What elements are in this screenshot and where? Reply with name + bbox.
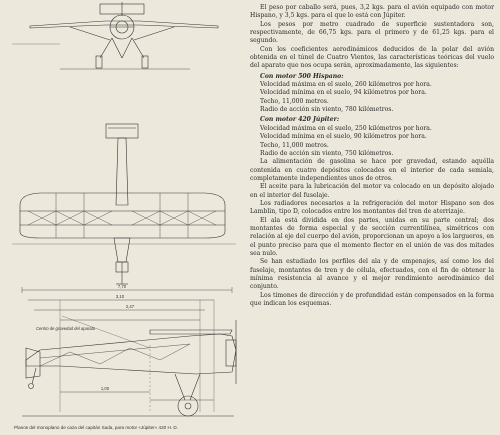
paragraph: Los pesos por metro cuadrado de superficie sustentadora son, respectivamente, de 66,75 kgs. para el primero y de 61,25 kgs. para el segundo. <box>250 20 494 45</box>
paragraph: Los timones de dirección y de profundidad están compensados en la forma que indican los esquemas. <box>250 291 494 308</box>
figure-caption: Planos del monoplano de caza del capitán Sada, para motor «Júpiter» 420 H. D. <box>14 425 178 430</box>
paragraph: La alimentación de gasolina se hace por gravedad, estando aquélla contenida en cuatro depósitos colocados en el interior de cada semiala, completamente independientes unos de otros. <box>250 158 494 182</box>
paragraph: Se han estudiado los perfiles del ala y de empenajes, así como los del fuselaje, montantes de tren y de célula, efectuados, con el fin de obtener la mínima resistencia al avance y el mejor rendimiento aerodinámico del conjunto. <box>250 258 494 291</box>
spec-line: Velocidad mínima en el suelo, 94 kilómetros por hora. <box>260 89 427 97</box>
cg-label: Centro de gravedad del aparato <box>36 326 96 331</box>
article-text <box>250 4 494 308</box>
spec-line: Velocidad máxima en el suelo, 260 kilómetros por hora. <box>260 81 432 89</box>
dim-label-c: 1,00 <box>100 386 110 391</box>
spec-line: Radio de acción sin viento, 750 kilómetros. <box>260 149 394 157</box>
front-view-drawing <box>12 2 218 69</box>
dim-label-b: 2,47 <box>125 304 135 309</box>
spec-line: Velocidad máxima en el suelo, 250 kilómetros por hora. <box>260 124 432 132</box>
spec-heading: Con motor 500 Hispano: <box>260 72 344 80</box>
paragraph: El ala está dividida en dos partes, unidas en su parte central; dos montantes de forma especial y de sección currentilínea, simétricos con relación al eje del cuerpo del avión, proporcionan un apoyo a los largueros, en el punto preciso para que el momento flector en el unión de vas dos mitades sea nulo. <box>250 216 494 257</box>
spec-heading: Con motor 420 Júpiter: <box>260 116 340 124</box>
paragraph: Con los coeficientes aerodinámicos deducidos de la polar del avión obtenida en el túnel de Cuatro Vientos, las características teóricas del vuelo del aparato que nos ocupa serán, aproximadamente, las siguientes: <box>250 45 494 70</box>
paragraph: El peso por caballo será, pues, 3,2 kgs. para el avión equipado con motor Hispano, y 3,5 kgs. para el que lo está con Júpiter. <box>250 4 494 20</box>
spec-line: Velocidad mínima en el suelo, 90 kilómetros por hora. <box>260 133 427 141</box>
top-view-drawing <box>12 124 236 284</box>
spec-line: Techo, 11,000 metros. <box>260 141 329 149</box>
dim-label-a: 3,10 <box>115 294 125 299</box>
paragraph: El aceite para la lubricación del motor va colocado en un depósito alojado en el interior del fuselaje. <box>250 183 494 199</box>
spec-line: Techo, 11,000 metros. <box>260 97 329 105</box>
dim-label-top: 7,70 <box>117 284 127 289</box>
paragraph: Los radiadores necesarios a la refrigeración del motor Hispano son dos Lamblin, tipo D, colocados entre los montantes del tren de aterrizaje. <box>250 199 494 216</box>
spec-line: Radio de acción sin viento, 780 kilómetros. <box>260 106 394 114</box>
